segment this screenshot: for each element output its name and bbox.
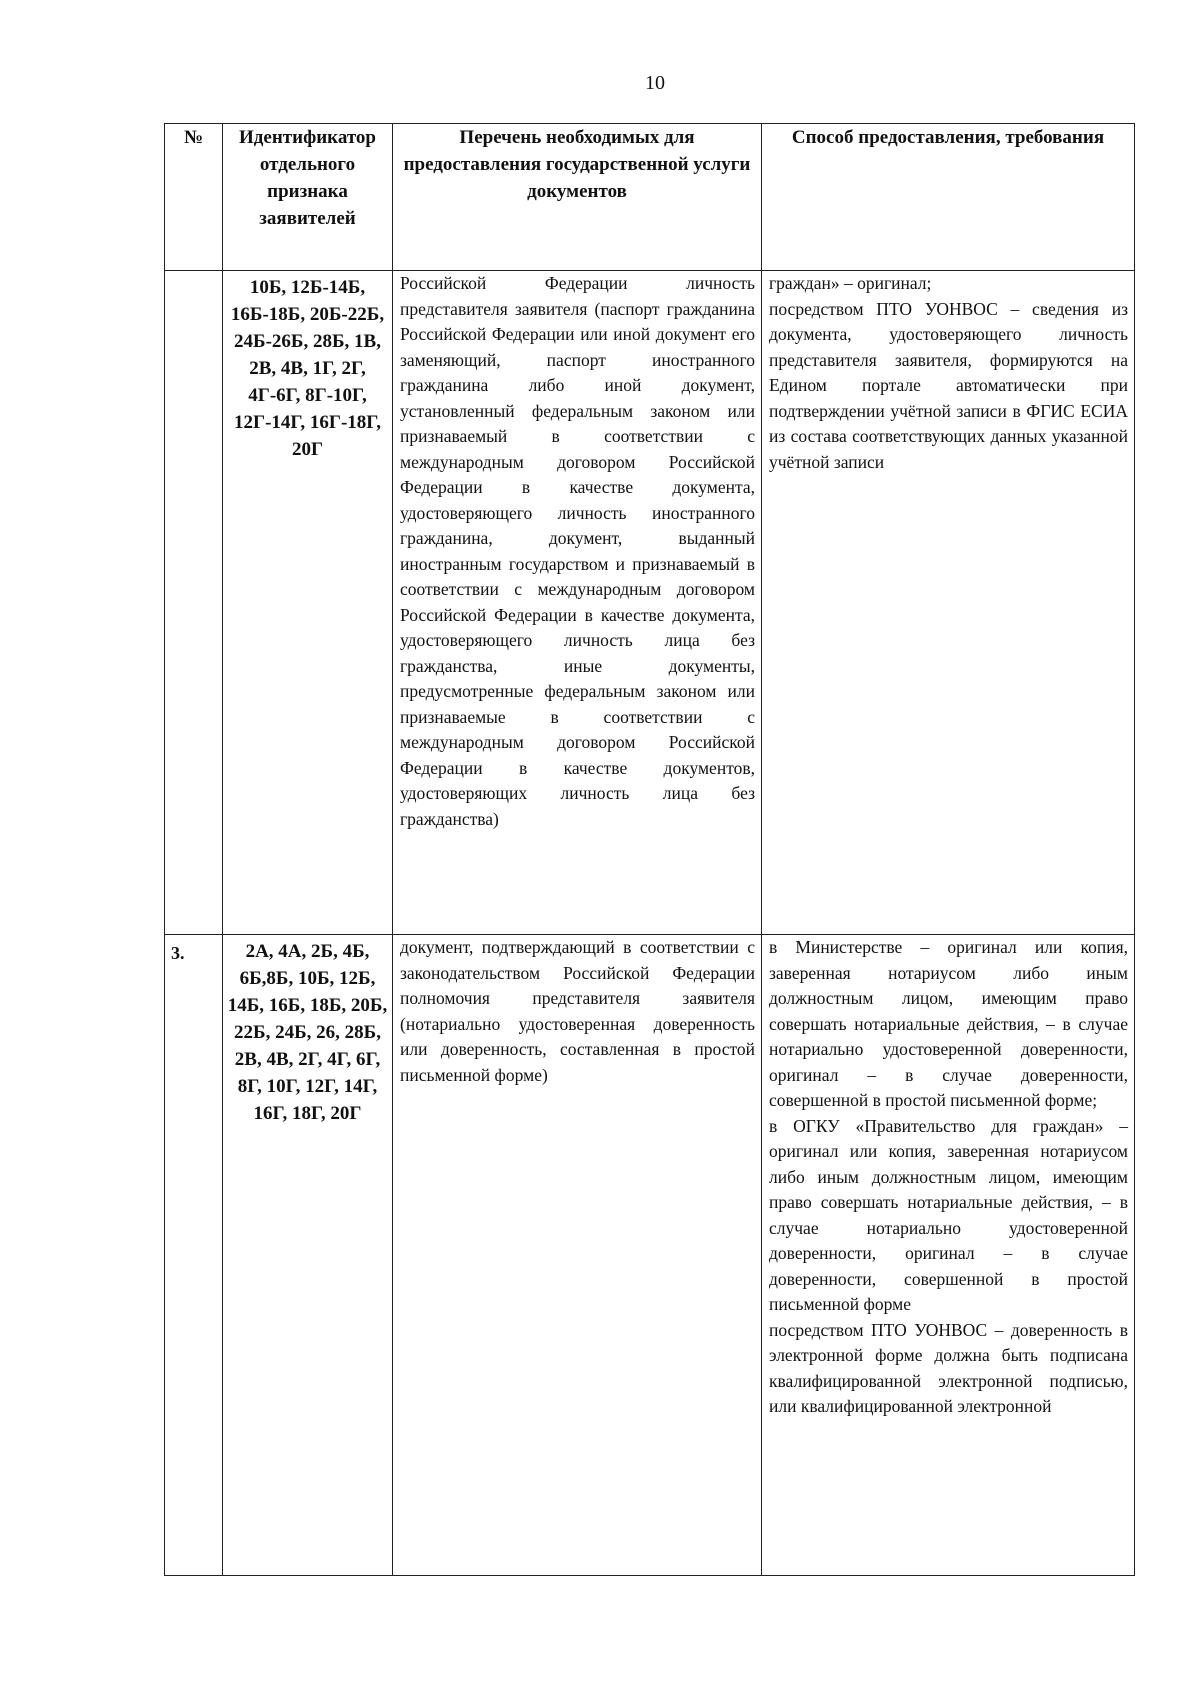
method-text [762,935,1134,1420]
documents-cell [393,271,762,935]
requirements-table [164,123,1135,1576]
header-method: Способ предоставления, требования [762,124,1135,271]
method-paragraph: в ОГКУ «Правительство для граждан» – оригинал или копия, заверенная нотариусом либо иным должностным лицом, имеющим право совершать нотариальные действия, – в случае нотариально удостоверенной доверенности, оригинал – в случае доверенности, совершенной в простой письменной форме [769,1115,1128,1314]
identifier-cell [223,935,393,1576]
identifier-cell [223,271,393,935]
identifier-text: 10Б, 12Б-14Б, 16Б-18Б, 20Б-22Б, 24Б-26Б, 28Б, 1В, 2В, 4В, 1Г, 2Г, 4Г-6Г, 8Г-10Г, 12Г-14Г, 16Г-18Г, 20Г [230,277,385,460]
method-cell [762,271,1135,935]
method-paragraph: граждан» – оригинал; [769,273,932,293]
row-number-cell [165,935,223,1576]
row-number [165,271,222,279]
method-paragraph: посредством ПТО УОНВОС – доверенность в электронной форме должна быть подписана квалифицированной электронной подписью, или квалифицированной электронной [769,1319,1128,1416]
page-number: 10 [645,72,665,94]
table-row [165,271,1135,935]
row-number-cell [165,271,223,935]
header-number: № [165,124,223,271]
identifier-text: 2А, 4А, 2Б, 4Б, 6Б,8Б, 10Б, 12Б, 14Б, 16Б, 18Б, 20Б, 22Б, 24Б, 26, 28Б, 2В, 4В, 2Г, 4Г, 6Г, 8Г, 10Г, 12Г, 14Г, 16Г, 18Г, 20Г [227,941,388,1124]
method-cell [762,935,1135,1576]
documents-cell [393,935,762,1576]
method-paragraph: в Министерстве – оригинал или копия, заверенная нотариусом либо иным должностным лицом, имеющим право совершать нотариальные действия, – в случае нотариально удостоверенной доверенности, оригинал – в случае доверенности, совершенной в простой письменной форме; [769,937,1128,1110]
header-documents: Перечень необходимых для предоставления государственной услуги документов [393,124,762,271]
table-row [165,935,1135,1576]
table-header-row [165,124,1135,271]
documents-text: Российской Федерации личность представителя заявителя (паспорт гражданина Российской Федерации или иной документ его заменяющий, паспорт иностранного гражданина либо иной документ, установленный федеральным законом или признаваемый в соответствии с международным договором Российской Федерации в качестве документа, удостоверяющего личность иностранного гражданина, документ, выданный иностранным государством и признаваемый в соответствии с международным договором Российской Федерации в качестве документа, удостоверяющего личность лица без гражданства, иные документы, предусмотренные федеральным законом или признаваемые в соответствии с международным договором Российской Федерации в качестве документов, удостоверяющих личность лица без гражданства) [400,273,755,829]
row-number: 3. [171,943,185,963]
method-paragraph: посредством ПТО УОНВОС – сведения из документа, удостоверяющего личность представителя заявителя, формируются на Едином портале автоматически при подтверждении учётной записи в ФГИС ЕСИА из состава соответствующих данных указанной учётной записи [769,298,1128,472]
header-identifier: Идентификатор отдельного признака заявителей [223,124,393,271]
method-text [762,271,1134,475]
documents-text: документ, подтверждающий в соответствии с законодательством Российской Федерации полномочия представителя заявителя (нотариально удостоверенная доверенность или доверенность, составленная в простой письменной форме) [400,937,755,1085]
